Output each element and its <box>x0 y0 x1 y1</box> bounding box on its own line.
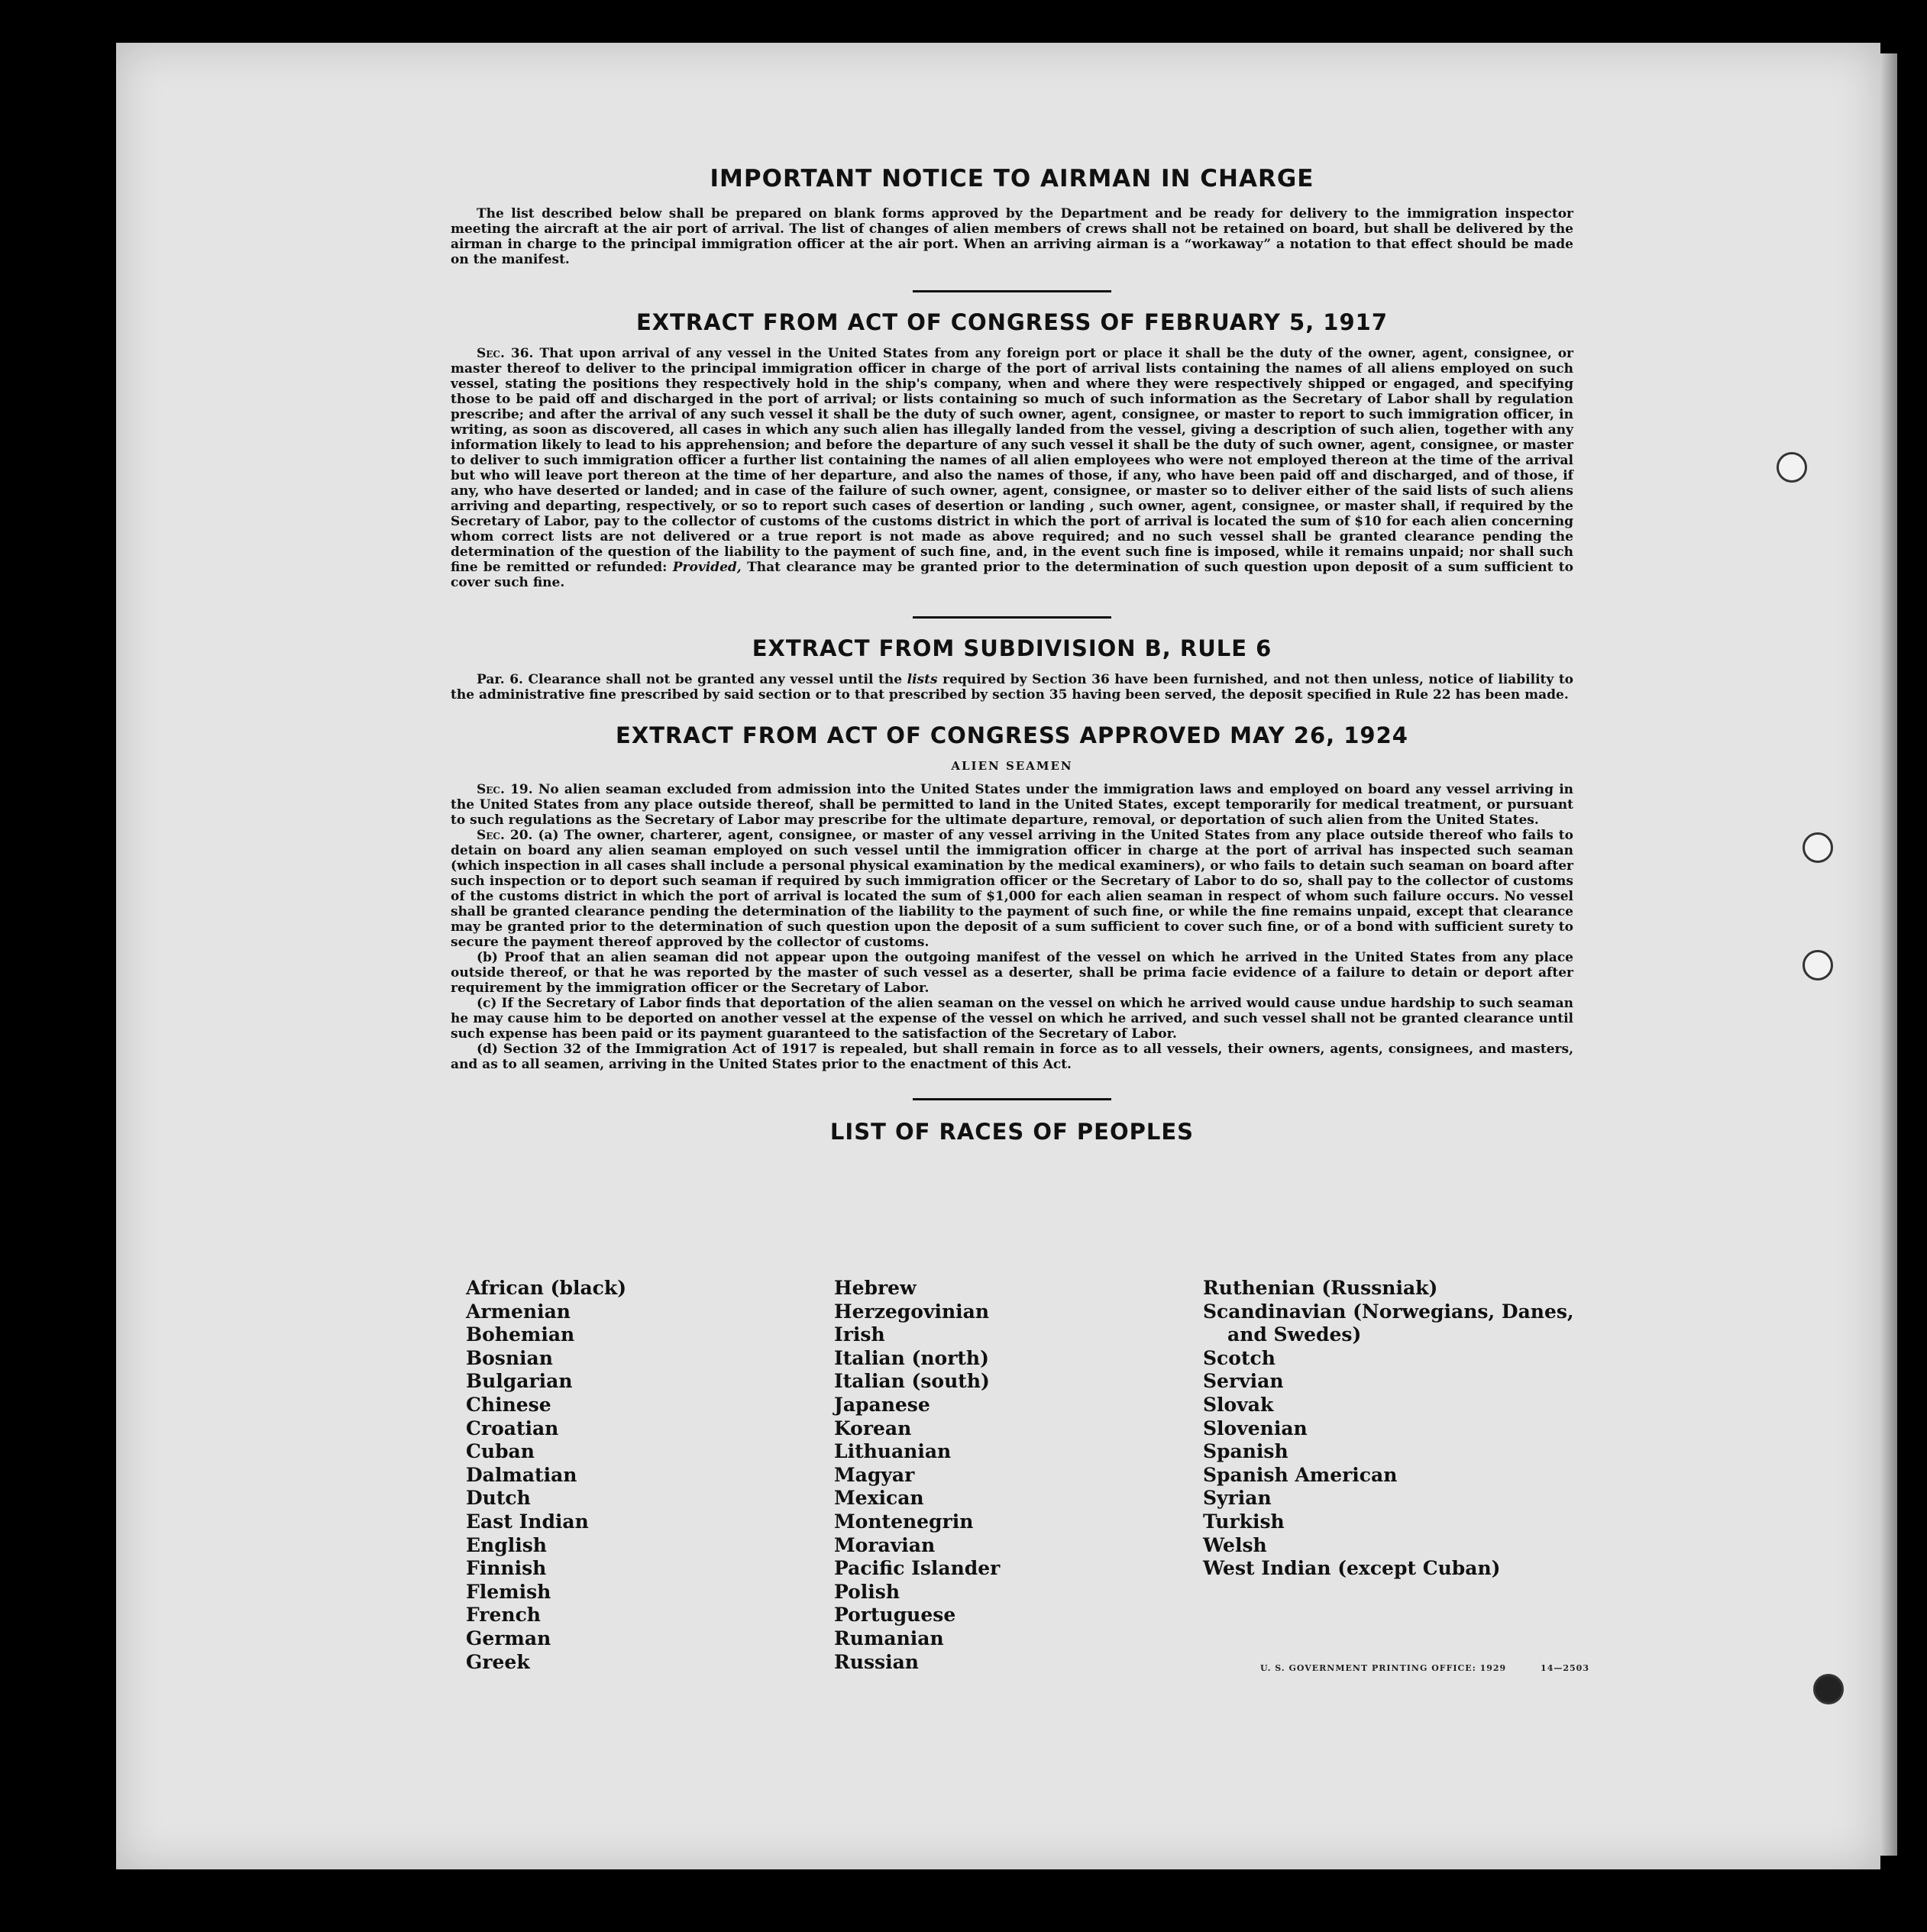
race-item: Dutch <box>466 1487 531 1510</box>
race-item: Ruthenian (Russniak) <box>1203 1277 1438 1299</box>
race-item: Bulgarian <box>466 1370 573 1393</box>
races-column-1 <box>466 1277 626 1674</box>
section-label: Sec. 19. <box>477 782 533 797</box>
race-item: English <box>466 1533 547 1556</box>
race-item: Portuguese <box>834 1604 956 1627</box>
race-item: Finnish <box>466 1557 547 1580</box>
race-item: Italian (south) <box>834 1370 990 1393</box>
race-item: Greek <box>466 1650 530 1673</box>
section-text: That upon arrival of any vessel in the United States from any foreign port or place it shall be the duty of the owner, agent, consignee, or master thereof to deliver to the principal immigration officer in charge of the port of arrival lists containing the names of all aliens employed on such vessel, stating the positions they respectively hold in the ship's company, when and where they were respectively shipped or engaged, and specifying those to be paid off and discharged in the port of arrival; or lists containing so much of such information as the Secretary of Labor shall by regulation prescribe; and after the arrival of any such vessel it shall be the duty of such owner, agent, consignee, or master to report to such immigration officer, in writing, as soon as discovered, all cases in which any such alien has illegally landed from the vessel, giving a description of such alien, together with any information likely to lead to his apprehension; and before the departure of any such vessel it shall be the duty of such owner, agent, consignee, or master to deliver to such immigration officer a further list containing the names of all alien employees who were not employed thereon at the time of the arrival but who will leave port thereon at the time of her departure, and also the names of those, if any, who have been paid off and discharged, and of those, if any, who have deserted or landed; and in case of the failure of such owner, agent, consignee, or master so to deliver either of the said lists of such aliens arriving and departing, respectively, or so to report such cases of desertion or landing , such owner, agent, consignee, or master shall, if required by the Secretary of Labor, pay to the collector of customs of the customs district in which the port of arrival is located the sum of $10 for each alien concerning whom correct lists are not delivered or a true report is not made as above required; and no such vessel shall be granted clearance pending the determination of the question of the liability to the payment of such fine, and, in the event such fine is imposed, while it remains unpaid; nor shall such fine be remitted or refunded: <box>451 346 1574 575</box>
act-1917-section-36 <box>451 346 1573 590</box>
paragraph-text-end: required by Section 36 have been furnished, and not then unless, notice of liability to the administrative fine prescribed by said section or to that prescribed by section 35 having been served, the deposit specified in Rule 22 has been made. <box>451 672 1574 703</box>
race-item: Polish <box>834 1580 900 1603</box>
section-divider <box>913 1098 1111 1100</box>
notice-title: IMPORTANT NOTICE TO AIRMAN IN CHARGE <box>710 165 1314 192</box>
race-item: Irish <box>834 1323 885 1346</box>
rule-6-paragraph <box>451 672 1573 703</box>
act-1924-section-20c: (c) If the Secretary of Labor finds that deportation of the alien seaman on the vessel on which he arrived would cause undue hardship to such seaman he may cause him to be deported on another vessel at the expense of the vessel on which he arrived, and such vessel shall not be granted clearance until such expense has been paid or its payment guaranteed to the satisfaction of the Secretary of Labor. <box>451 996 1573 1042</box>
section-divider <box>913 616 1111 619</box>
race-item: Italian (north) <box>834 1346 989 1369</box>
act-1924-section-20b: (b) Proof that an alien seaman did not appear upon the outgoing manifest of the vessel on which he arrived in the United States from any place outside thereof, or that he was reported by the master of such vessel as a deserter, shall be prima facie evidence of a failure to detain or deport after requirement by the immigration officer or the Secretary of Labor. <box>451 950 1573 996</box>
race-item: Croatian <box>466 1417 559 1439</box>
race-item: Scotch <box>1203 1346 1276 1369</box>
act-1917-title: EXTRACT FROM ACT OF CONGRESS OF FEBRUARY 5, 1917 <box>635 309 1389 335</box>
race-item: Servian <box>1203 1370 1284 1393</box>
race-item: East Indian <box>466 1510 589 1533</box>
race-item: Moravian <box>834 1533 936 1556</box>
race-item: Spanish <box>1203 1440 1288 1463</box>
provided-label: Provided, <box>672 560 742 575</box>
section-text-end: That clearance may be granted prior to the determination of such question upon deposit of a sum sufficient to cover such fine. <box>451 560 1573 590</box>
race-item: Magyar <box>834 1463 915 1486</box>
race-item: Russian <box>834 1650 919 1673</box>
race-item: African (black) <box>466 1277 627 1299</box>
races-column-2 <box>834 1277 1000 1674</box>
races-column-3 <box>1203 1277 1574 1581</box>
act-1924-section-19 <box>451 782 1573 828</box>
race-item: Welsh <box>1203 1533 1267 1556</box>
document-body <box>451 165 1573 1145</box>
act-1924-title: EXTRACT FROM ACT OF CONGRESS APPROVED MAY 26, 1924 <box>616 722 1408 748</box>
race-item: Bohemian <box>466 1323 575 1346</box>
race-item: Hebrew <box>834 1277 917 1299</box>
race-item: Bosnian <box>466 1346 553 1369</box>
race-item: German <box>466 1627 551 1649</box>
race-item: Scandinavian (Norwegians, Danes, <box>1203 1300 1574 1323</box>
race-item: Spanish American <box>1203 1463 1398 1486</box>
punch-hole <box>1803 950 1833 981</box>
race-item: Dalmatian <box>466 1463 577 1486</box>
race-item: Lithuanian <box>834 1440 952 1463</box>
race-item: Turkish <box>1203 1510 1285 1533</box>
race-item: Pacific Islander <box>834 1557 1001 1580</box>
act-1924-section-20a <box>451 828 1573 950</box>
paragraph-label: Par. 6. <box>477 672 523 687</box>
race-item: Montenegrin <box>834 1510 974 1533</box>
race-item: Flemish <box>466 1580 551 1603</box>
race-item: Herzegovinian <box>834 1300 990 1323</box>
race-item: and Swedes) <box>1227 1323 1362 1346</box>
page-stack-edge <box>1880 53 1897 1856</box>
lists-word: lists <box>907 672 938 687</box>
section-divider <box>913 290 1111 292</box>
punch-hole <box>1813 1674 1844 1704</box>
races-title: LIST OF RACES OF PEOPLES <box>829 1119 1195 1145</box>
race-item: Slovenian <box>1203 1417 1308 1439</box>
race-item: Rumanian <box>834 1627 944 1649</box>
alien-seamen-subtitle: ALIEN SEAMEN <box>951 759 1073 773</box>
printing-footer <box>1260 1663 1620 1673</box>
race-item: Syrian <box>1203 1487 1272 1510</box>
punch-hole <box>1777 452 1807 483</box>
form-number: 14—2503 <box>1541 1663 1589 1673</box>
race-item: French <box>466 1604 541 1627</box>
punch-hole <box>1803 832 1833 863</box>
race-item: Chinese <box>466 1393 551 1416</box>
notice-body: The list described below shall be prepared on blank forms approved by the Department and be ready for delivery to the immigration inspector meeting the aircraft at the air port of arrival. The list of changes of alien members of crews shall not be retained on board, but shall be delivered by the airman in charge to the principal immigration officer at the air port. When an arriving airman is a “workaway” a notation to that effect should be made on the manifest. <box>451 206 1573 267</box>
race-item: West Indian (except Cuban) <box>1203 1557 1501 1580</box>
race-item: Korean <box>834 1417 912 1439</box>
race-item: Japanese <box>834 1393 930 1416</box>
section-text: No alien seaman excluded from admission into the United States under the immigration laws and employed on board any vessel arriving in the United States from any place outside thereof, shall be permitted to land in the United States, except temporarily for medical treatment, or pursuant to such regulations as the Secretary of Labor may prescribe for the ultimate departure, removal, or deportation of such alien from the United States. <box>451 782 1574 828</box>
printer-imprint: U. S. GOVERNMENT PRINTING OFFICE: 1929 <box>1260 1663 1507 1673</box>
race-item: Cuban <box>466 1440 535 1463</box>
section-label: Sec. 20. <box>477 828 533 843</box>
race-item: Mexican <box>834 1487 924 1510</box>
section-text: (a) The owner, charterer, agent, consignee, or master of any vessel arriving in the United States from any place outside thereof who fails to detain on board any alien seaman employed on such vessel until the immigration officer in charge at the port of arrival has inspected such seaman (which inspection in all cases shall include a personal physical examination by the medical examiners), or who fails to detain such seaman on board after such inspection or to deport such seaman if required by such immigration officer or the Secretary of Labor to do so, shall pay to the collector of customs of the customs district in which the port of arrival is located the sum of $1,000 for each alien seaman in respect of whom such failure occurs. No vessel shall be granted clearance pending the determination of the liability to the payment of such fine, or while the fine remains unpaid, except that clearance may be granted prior to the determination of such question upon the deposit of a sum sufficient to cover such fine, or of a bond with sufficient surety to secure the payment thereof approved by the collector of customs. <box>451 828 1573 950</box>
race-item: Slovak <box>1203 1393 1274 1416</box>
paragraph-text: Clearance shall not be granted any vessel until the <box>528 672 903 687</box>
rule-6-title: EXTRACT FROM SUBDIVISION B, RULE 6 <box>752 635 1272 661</box>
race-item: Armenian <box>466 1300 571 1323</box>
section-label: Sec. 36. <box>477 346 534 361</box>
act-1924-section-20d: (d) Section 32 of the Immigration Act of 1917 is repealed, but shall remain in force as to all vessels, their owners, agents, consignees, and masters, and as to all seamen, arriving in the United States prior to the enactment of this Act. <box>451 1042 1573 1072</box>
